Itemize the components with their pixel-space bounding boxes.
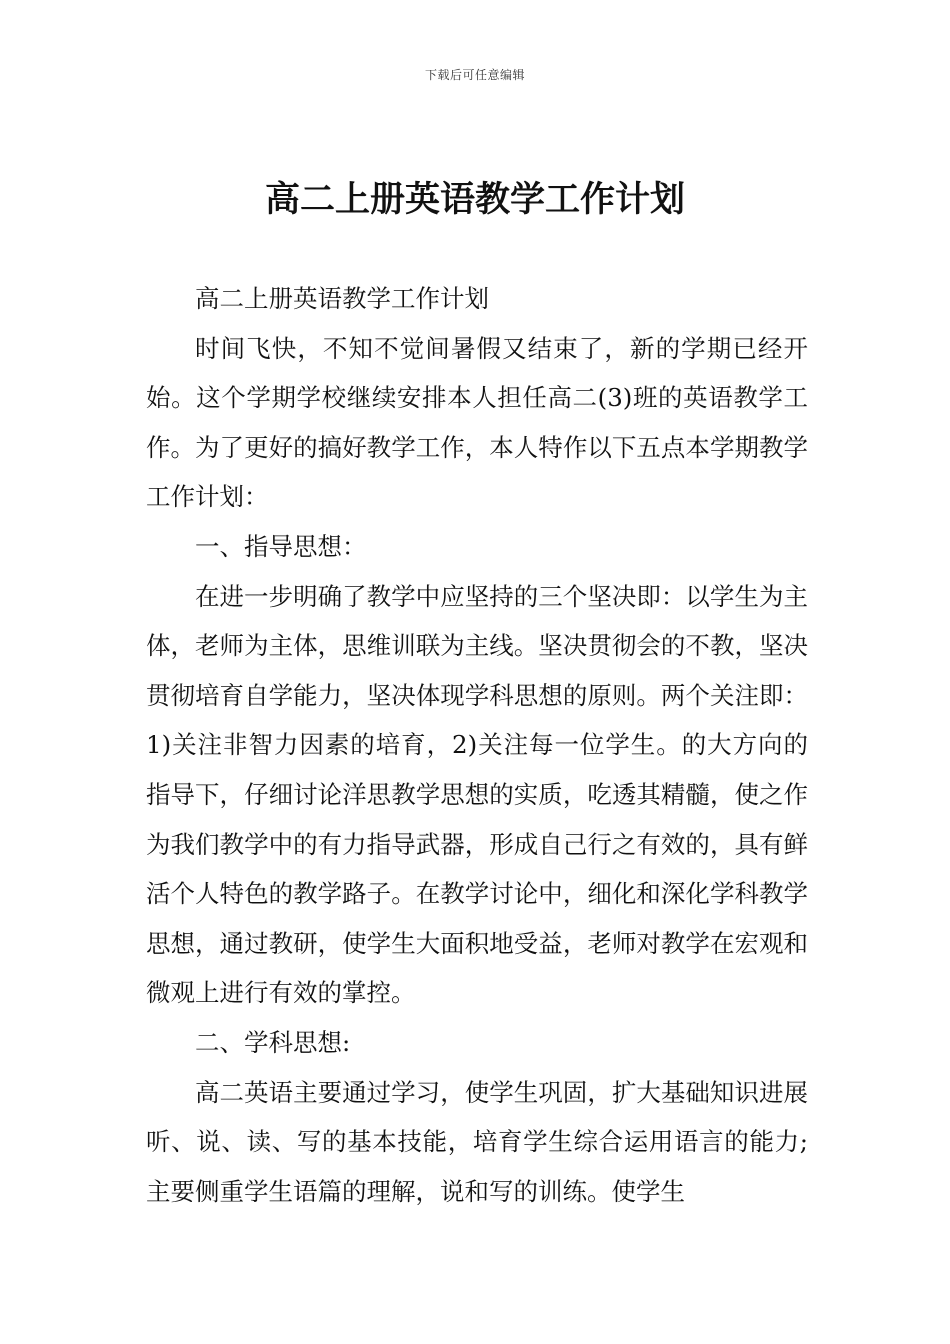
document-title: 高二上册英语教学工作计划 [264, 180, 685, 220]
document-body [146, 274, 808, 1216]
header-note: 下载后可任意编辑 [424, 68, 525, 82]
paragraph-intro: 时间飞快，不知不觉间暑假又结束了，新的学期已经开始。这个学期学校继续安排本人担任高二(3)班的英语教学工作。为了更好的搞好教学工作，本人特作以下五点本学期教学工作计划： [146, 333, 808, 512]
paragraph-subtitle: 高二上册英语教学工作计划 [195, 284, 489, 313]
paragraph-subject-ideas: 高二英语主要通过学习，使学生巩固，扩大基础知识进展听、说、读、写的基本技能，培育学生综合运用语言的能力;主要侧重学生语篇的理解，说和写的训练。使学生 [146, 1077, 808, 1206]
section-heading-subject-ideas: 二、学科思想: [195, 1027, 351, 1057]
paragraph-guiding-ideology: 在进一步明确了教学中应坚持的三个坚决即：以学生为主体，老师为主体，思维训联为主线。坚决贯彻会的不教，坚决贯彻培育自学能力，坚决体现学科思想的原则。两个关注即：1)关注非智力因素的培育，2)关注每一位学生。的大方向的指导下，仔细讨论洋思教学思想的实质，吃透其精髓，使之作为我们教学中的有力指导武器，形成自己行之有效的，具有鲜活个人特色的教学路子。在教学讨论中，细化和深化学科教学思想，通过教研，使学生大面积地受益，老师对教学在宏观和微观上进行有效的掌控。 [146, 581, 808, 1008]
section-heading-guiding-ideology: 一、指导思想： [195, 531, 367, 561]
